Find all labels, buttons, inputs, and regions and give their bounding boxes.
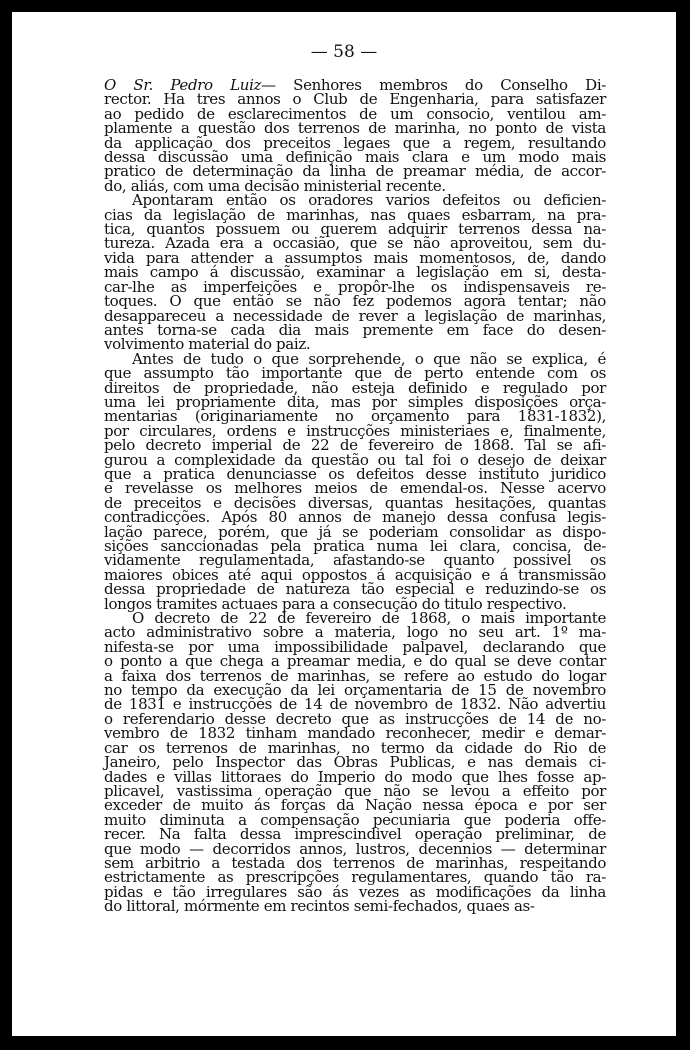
text-line: exceder de muito ás forças da Nação nessa época e por ser — [104, 796, 606, 815]
paragraph — [104, 78, 606, 193]
text-line: volvimento material do paiz. — [104, 335, 311, 354]
paragraph — [104, 191, 606, 354]
text-line: contradicções. Após 80 annos de manejo dessa confusa legis- — [104, 508, 606, 527]
text-line: da applicação dos preceitos legaes que a regem, resultando — [104, 133, 606, 152]
text-line: acto administrativo sobre a materia, logo no seu art. 1º ma- — [104, 623, 606, 642]
text-line: dades e villas littoraes do Imperio do modo que lhes fosse ap- — [104, 767, 606, 786]
text-line: vida para attender a assumptos mais momentosos, de, dando — [104, 248, 606, 267]
text-line: vembro de 1832 tinham mandado reconhecer, medir e demar- — [104, 724, 606, 743]
text-line: por circulares, ordens e instrucções ministeriaes e, finalmente, — [104, 421, 606, 440]
text-line: pratico de determinação da linha de preamar média, de accor- — [104, 162, 606, 181]
text-line: o ponto a que chega a preamar media, e do qual se deve contar — [104, 652, 606, 671]
text-line: toques. O que então se não fez podemos agora tentar; não — [104, 292, 606, 311]
text-line: do, aliás, com uma decisão ministerial recente. — [104, 176, 446, 195]
paragraph — [104, 611, 606, 914]
text-line: mentarias (originariamente no orçamento para 1831-1832), — [104, 407, 606, 426]
text-line: car os terrenos de marinhas, no termo da cidade do Rio de — [104, 738, 606, 757]
text-line: que a pratica denunciasse os defeitos desse instituto juridico — [104, 464, 606, 483]
text-line: vidamente regulamentada, afastando-se quanto possivel os — [104, 551, 606, 570]
text-line: sições sanccionadas pela pratica numa lei clara, concisa, de- — [104, 537, 606, 555]
text-line: Janeiro, pelo Inspector das Obras Publicas, e nas demais ci- — [104, 753, 606, 772]
text-line: dessa discussão uma definição mais clara e um modo mais — [104, 148, 606, 167]
paragraph — [104, 349, 606, 613]
text-line: pelo decreto imperial de 22 de fevereiro de 1868. Tal se afi- — [104, 436, 606, 455]
text-line: tureza. Azada era a occasião, que se não aproveitou, sem du- — [104, 234, 606, 253]
body-text — [104, 78, 606, 914]
text-line: muito diminuta a compensação pecuniaria que poderia offe- — [104, 810, 606, 829]
text-line: mais campo á discussão, examinar a legislação em si, desta- — [104, 263, 606, 282]
text-line: nifesta-se por uma impossibilidade palpavel, declarando que — [104, 637, 606, 656]
text-line: dessa propriedade de natureza tão especial e reduzindo-se os — [104, 580, 606, 599]
text-line: Antes de tudo o que sorprehende, o que não se explica, é — [132, 349, 606, 368]
text-line: de preceitos e decisões diversas, quantas hesitações, quantas — [104, 493, 606, 512]
text-line: antes torna-se cada dia mais premente em face do desen- — [104, 320, 606, 339]
text-line: tica, quantos possuem ou querem adquirir terrenos dessa na- — [104, 220, 606, 239]
text-line: a faixa dos terrenos de marinhas, se refere ao estudo do logar — [104, 666, 606, 685]
text-line-segment: — Senhores membros do Conselho Di- — [261, 76, 606, 94]
text-line: do littoral, mórmente em recintos semi-fechados, quaes as- — [104, 897, 535, 916]
text-line: car-lhe as imperfeições e propôr-lhe os indispensaveis re- — [104, 277, 606, 296]
text-line: pidas e tão irregulares são ás vezes as modificações da linha — [104, 882, 606, 901]
text-line: o referendario desse decreto que as instrucções de 14 de no- — [104, 709, 606, 728]
page-number: — 58 — — [310, 42, 378, 62]
text-line: rector. Ha tres annos o Club de Engenharia, para satisfazer — [104, 90, 606, 109]
text-line: plicavel, vastissima operação que não se levou a effeito por — [104, 781, 606, 800]
text-line: O decreto de 22 de fevereiro de 1868, o mais importante — [132, 609, 606, 628]
text-line: longos tramites actuaes para a consecução do titulo respectivo. — [104, 594, 567, 613]
text-line: e revelasse os melhores meios de emendal-os. Nesse acervo — [104, 479, 606, 498]
text-line: cias da legislação de marinhas, nas quaes esbarram, na pra- — [104, 205, 606, 224]
text-line: maiores obices até aqui oppostos á acquisição e á transmissão — [104, 565, 606, 584]
text-line: estrictamente as prescripções regulamentares, quando tão ra- — [104, 868, 606, 887]
text-line: desappareceu a necessidade de rever a legislação de marinhas, — [104, 306, 606, 325]
text-line: gurou a complexidade da questão ou tal foi o desejo de deixar — [104, 450, 606, 469]
speaker-name: O Sr. Pedro Luiz — [104, 76, 262, 94]
text-line: recer. Na falta dessa imprescindivel operação preliminar, de — [104, 825, 606, 844]
text-line: ao pedido de esclarecimentos de um consocio, ventilou am- — [104, 104, 606, 123]
text-line: no tempo da execução da lei orçamentaria de 15 de novembro — [104, 681, 606, 700]
text-line: direitos de propriedade, não esteja definido e regulado por — [104, 378, 606, 397]
text-line: de 1831 e instrucções de 14 de novembro de 1832. Não advertiu — [104, 695, 606, 714]
document-page — [12, 12, 676, 1036]
text-line: uma lei propriamente dita, mas por simples disposições orça- — [104, 392, 606, 411]
text-line: plamente a questão dos terrenos de marinha, no ponto de vista — [104, 119, 606, 138]
text-line: que modo — decorridos annos, lustros, decennios — determinar — [104, 839, 606, 858]
text-line: que assumpto tão importante que de perto entende com os — [104, 364, 606, 383]
text-line: lação parece, porém, que já se poderiam consolidar as dispo- — [104, 522, 606, 541]
text-line: sem arbitrio a testada dos terrenos de marinhas, respeitando — [104, 853, 606, 872]
text-line: Apontaram então os oradores varios defeitos ou deficien- — [132, 191, 606, 210]
